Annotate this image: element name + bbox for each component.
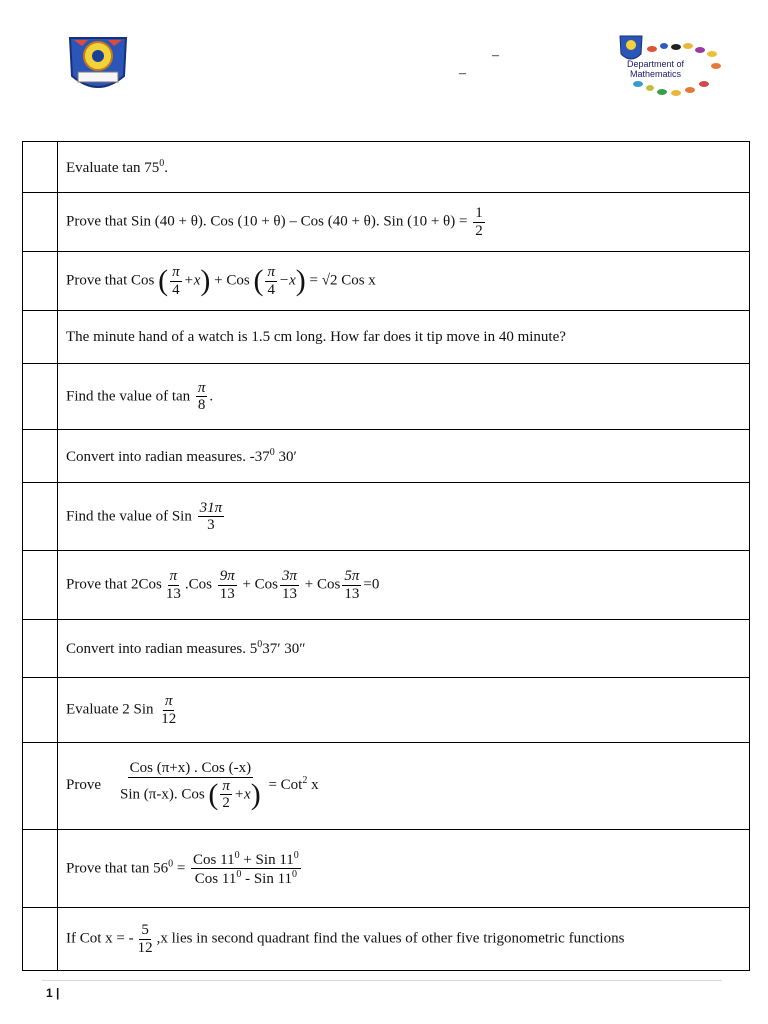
question-number-cell: [23, 193, 58, 252]
question-number-cell: [23, 142, 58, 193]
department-line-1: Department of: [627, 59, 685, 69]
question-text: Convert into radian measures. $5^037'$ 30″: [58, 620, 750, 678]
school-crest-logo: [64, 32, 132, 100]
question-text: The minute hand of a watch is 1.5 cm long. How far does it tip move in 40 minute?: [58, 311, 750, 364]
question-text: Find the value of Sin $\frac{31\pi}{3}$: [58, 483, 750, 551]
question-number-cell: [23, 483, 58, 551]
question-row: [23, 908, 750, 971]
header-dash: –: [492, 48, 499, 63]
question-text: Convert into radian measures. $-37^0$ 30′: [58, 430, 750, 483]
question-text: Prove that 2Cos $\frac{\pi}{13}$ .Cos $\frac{9\pi}{13}$ + Cos $\frac{3\pi}{13}$ + Cos $\frac{5\pi}{13}$ =0: [58, 551, 750, 620]
question-row: [23, 430, 750, 483]
question-row: [23, 678, 750, 743]
question-text: Prove that Sin (40 + θ). Cos (10 + θ) – Cos (40 + θ). Sin (10 + θ) = $\frac{1}{2}$: [58, 193, 750, 252]
question-text: Prove Cos (π+x) . Cos (-x) Sin (π-x). Cos ( $\frac{\pi}{2}$ +x) = Cot$^2$ x: [58, 743, 750, 830]
question-number-cell: [23, 252, 58, 311]
question-row: [23, 551, 750, 620]
question-row: [23, 142, 750, 193]
question-row: [23, 830, 750, 908]
question-text: Evaluate 2 Sin $\frac{\pi}{12}$: [58, 678, 750, 743]
question-row: [23, 620, 750, 678]
question-number-cell: [23, 551, 58, 620]
question-row: [23, 743, 750, 830]
question-row: [23, 252, 750, 311]
question-text: Evaluate $\tan 75^0$.: [58, 142, 750, 193]
question-text: If Cot x = - $\frac{5}{12}$ ,x lies in second quadrant find the values of other five trigonometric functions: [58, 908, 750, 971]
page-number: 1 |: [46, 986, 60, 1000]
footer-rule: [42, 980, 722, 981]
question-number-cell: [23, 430, 58, 483]
question-number-cell: [23, 743, 58, 830]
question-row: [23, 311, 750, 364]
question-number-cell: [23, 678, 58, 743]
question-text: Prove that $\tan 56^0$ = $\frac{Cos 11^0 + Sin 11^0}{Cos 11^0 - Sin 11^0}$: [58, 830, 750, 908]
department-label: [627, 59, 684, 79]
question-row: [23, 364, 750, 430]
question-text: Find the value of tan $\frac{\pi}{8}$ .: [58, 364, 750, 430]
header-dash: –: [459, 66, 466, 81]
question-number-cell: [23, 364, 58, 430]
question-row: [23, 193, 750, 252]
questions-table: [22, 141, 750, 971]
fraction: $\frac{1}{2}$: [475, 205, 483, 239]
question-number-cell: [23, 908, 58, 971]
question-number-cell: [23, 830, 58, 908]
department-line-2: Mathematics: [630, 69, 682, 79]
question-row: [23, 483, 750, 551]
question-number-cell: [23, 311, 58, 364]
question-text: Prove that Cos ( $\frac{\pi}{4}$ +x) + Cos ( $\frac{\pi}{4}$ −x) = √2 Cos x: [58, 252, 750, 311]
question-number-cell: [23, 620, 58, 678]
